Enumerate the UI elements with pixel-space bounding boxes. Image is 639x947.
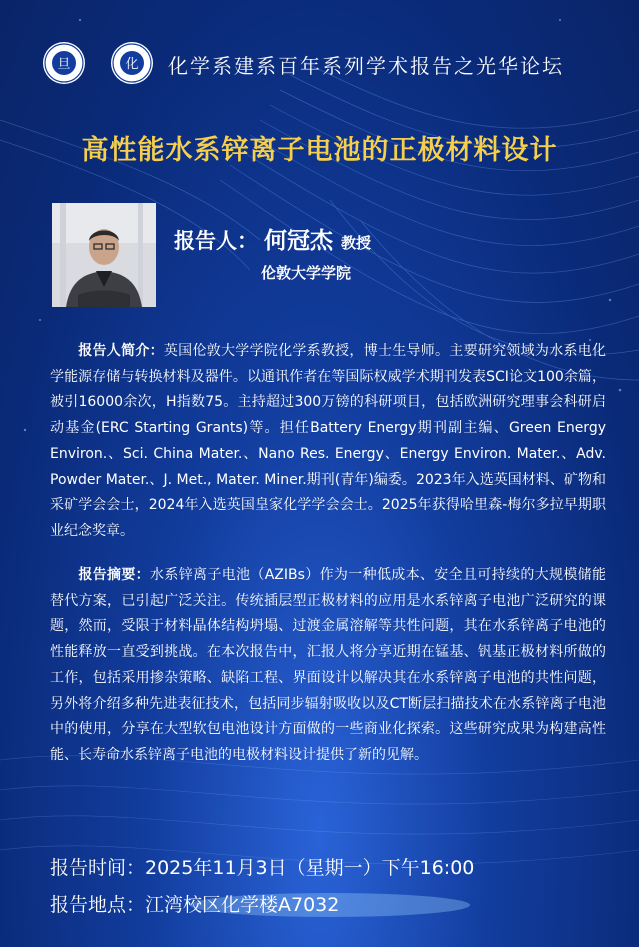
speaker-photo [52, 203, 156, 307]
lecture-title: 高性能水系锌离子电池的正极材料设计 [81, 135, 558, 166]
svg-text:化: 化 [125, 57, 139, 72]
speaker-affiliation: 伦敦大学学院 [261, 264, 352, 282]
abstract-heading: 报告摘要： [78, 567, 151, 583]
lecture-time: 报告时间：2025年11月3日（星期一）下午16:00 [50, 857, 475, 879]
speaker-label: 报告人： [174, 229, 258, 253]
lecture-abstract [50, 563, 606, 769]
abstract-text: 水系锌离子电池（AZIBs）作为一种低成本、安全且可持续的大规模储能替代方案，已引起广泛关注。传统插层型正极材料的应用是水系锌离子电池广泛研究的课题，然而，受限于材料晶体结构坍塌、过渡金属溶解等共性问题，其在水系锌离子电池的性能释放一直受到挑战。在本次报告中，汇报人将分享近期在锰基、钒基正极材料所做的工作，包括采用掺杂策略、缺陷工程、界面设计以解决其在水系锌离子电池的共性问题，另外将介绍多种先进表征技术，包括同步辐射吸收以及CT断层扫描技术在水系锌离子电池中的使用，分享在大型软包电池设计方面做的一些商业化探索。这些研究成果为构建高性能、长寿命水系锌离子电池的电极材料设计提供了新的见解。 [50, 567, 606, 763]
fudan-university-logo [42, 41, 86, 85]
speaker-bio [50, 339, 606, 545]
lecture-location: 报告地点：江湾校区化学楼A7032 [50, 894, 340, 916]
forum-title: 化学系建系百年系列学术报告之光华论坛 [168, 54, 564, 78]
svg-text:旦: 旦 [57, 57, 71, 72]
speaker-line [174, 222, 371, 255]
fudan-chemistry-logo [110, 41, 154, 85]
speaker-name: 何冠杰 [264, 228, 333, 254]
bio-heading: 报告人简介： [78, 343, 164, 359]
speaker-title: 教授 [341, 234, 372, 252]
bio-text: 英国伦敦大学学院化学系教授，博士生导师。主要研究领域为水系电化学能源存储与转换材料及器件。以通讯作者在等国际权威学术期刊发表SCI论文100余篇，被引16000余次，H指数75。主持超过300万镑的科研项目，包括欧洲研究理事会科研启动基金(ERC Starting Grants)等。担任Battery Energy期刊副主编、Green Energy Environ.、Sci. China Mater.、Nano Res. Energy、Energy Environ. Mater.、Adv. Powder Mater.、J. Met., Mater. Miner.期刊(青年)编委。2023年入选英国材料、矿物和采矿学会会士，2024年入选英国皇家化学学会会士。2025年获得哈里森-梅尔多拉早期职业纪念奖章。 [50, 343, 607, 539]
